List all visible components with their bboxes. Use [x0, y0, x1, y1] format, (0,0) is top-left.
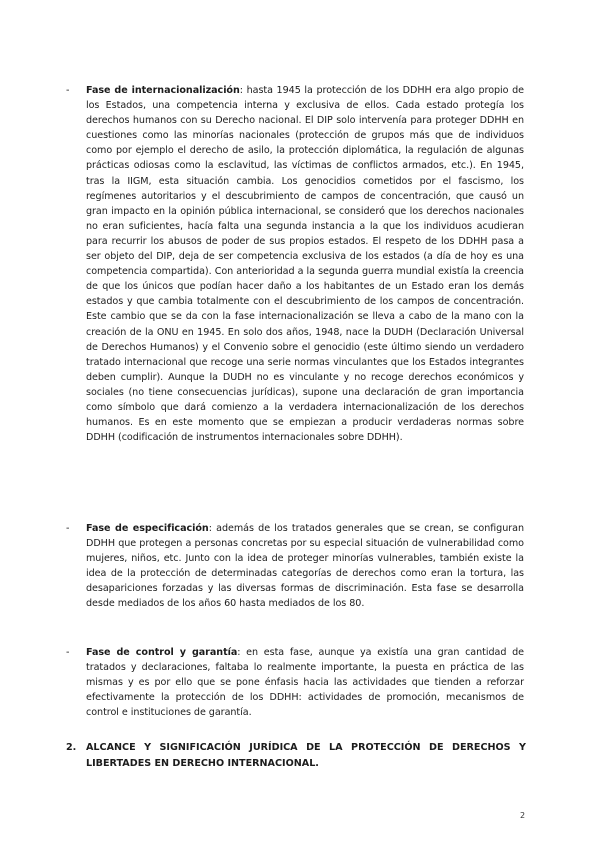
bullet-dash: - [66, 647, 70, 658]
page-number: 2 [520, 811, 526, 820]
phase-term: Fase de internacionalización [86, 85, 240, 96]
section-heading [66, 740, 526, 772]
paragraph [86, 83, 524, 445]
phase-term: Fase de control y garantía [86, 647, 238, 658]
list-item-especificacion [66, 521, 524, 612]
list-item-control-garantia [66, 645, 524, 720]
paragraph [86, 521, 524, 612]
paragraph [86, 645, 524, 720]
list-item-internacionalizacion [66, 83, 524, 445]
phase-term: Fase de especificación [86, 523, 209, 534]
bullet-dash: - [66, 85, 70, 96]
phase-description: : en esta fase, aunque ya existía una gran cantidad de tratados y declaraciones, faltaba lo realmente importante, la puesta en práctica de las mismas y es por ello que se pone énfasis hacia las actividades que tienden a reforzar efectivamente la protección de los DDHH: actividades de promoción, mecanismos de control e instituciones de garantía. [86, 647, 525, 719]
section-title: ALCANCE Y SIGNIFICACIÓN JURÍDICA DE LA PROTECCIÓN DE DERECHOS Y LIBERTADES EN DERECHO INTERNACIONAL. [86, 742, 526, 769]
section-number: 2. [66, 742, 77, 753]
bullet-dash: - [66, 523, 70, 534]
phase-description: : hasta 1945 la protección de los DDHH era algo propio de los Estados, una competencia interna y exclusiva de ellos. Cada estado protegía los derechos humanos con su Derecho nacional. El DIP solo intervenía para proteger DDHH en cuestiones como las minorías nacionales (protección de grupos más que de individuos como por ejemplo el derecho de asilo, la protección diplomática, la regulación de algunas prácticas odiosas como la esclavitud, las víctimas de conflictos armados, etc.). En 1945, tras la IIGM, esta situación cambia. Los genocidios cometidos por el fascismo, los regímenes autoritarios y el descubrimiento de campos de concentración, que causó un gran impacto en la opinión pública internacional, se consideró que los derechos nacionales no eran suficientes, hacía falta una segunda instancia a la que los individuos acudieran para recurrir los abusos de poder de sus propios estados. El respeto de los DDHH pasa a ser objeto del DIP, deja de ser competencia exclusiva de los estados (a día de hoy es una competencia compartida). Con anterioridad a la segunda guerra mundial existía la creencia de que los únicos que podían hacer daño a los habitantes de un Estado eran los demás estados y que cambia totalmente con el descubrimiento de los campos de concentración. Este cambio que se da con la fase internacionalización se lleva a cabo de la mano con la creación de la ONU en 1945. En solo dos años, 1948, nace la DUDH (Declaración Universal de Derechos Humanos) y el Convenio sobre el genocidio (este último siendo un verdadero tratado internacional que recoge una serie normas vinculantes que los Estados integrantes deben cumplir). Aunque la DUDH no es vinculante y no recoge derechos económicos y sociales (no tiene consecuencias jurídicas), supone una declaración de gran importancia como símbolo que dará comienzo a la verdadera internacionalización de los derechos humanos. Es en este momento que se empiezan a producir verdaderas normas sobre DDHH (codificación de instrumentos internacionales sobre DDHH). [86, 85, 525, 444]
phase-description: : además de los tratados generales que se crean, se configuran DDHH que protegen a personas concretas por su especial situación de vulnerabilidad como mujeres, niños, etc. Junto con la idea de proteger minorías vulnerables, también existe la idea de la protección de determinadas categorías de derechos como eran la tortura, las desapariciones forzadas y las diversas formas de discriminación. Esta fase se desarrolla desde mediados de los años 60 hasta mediados de los 80. [86, 523, 524, 610]
